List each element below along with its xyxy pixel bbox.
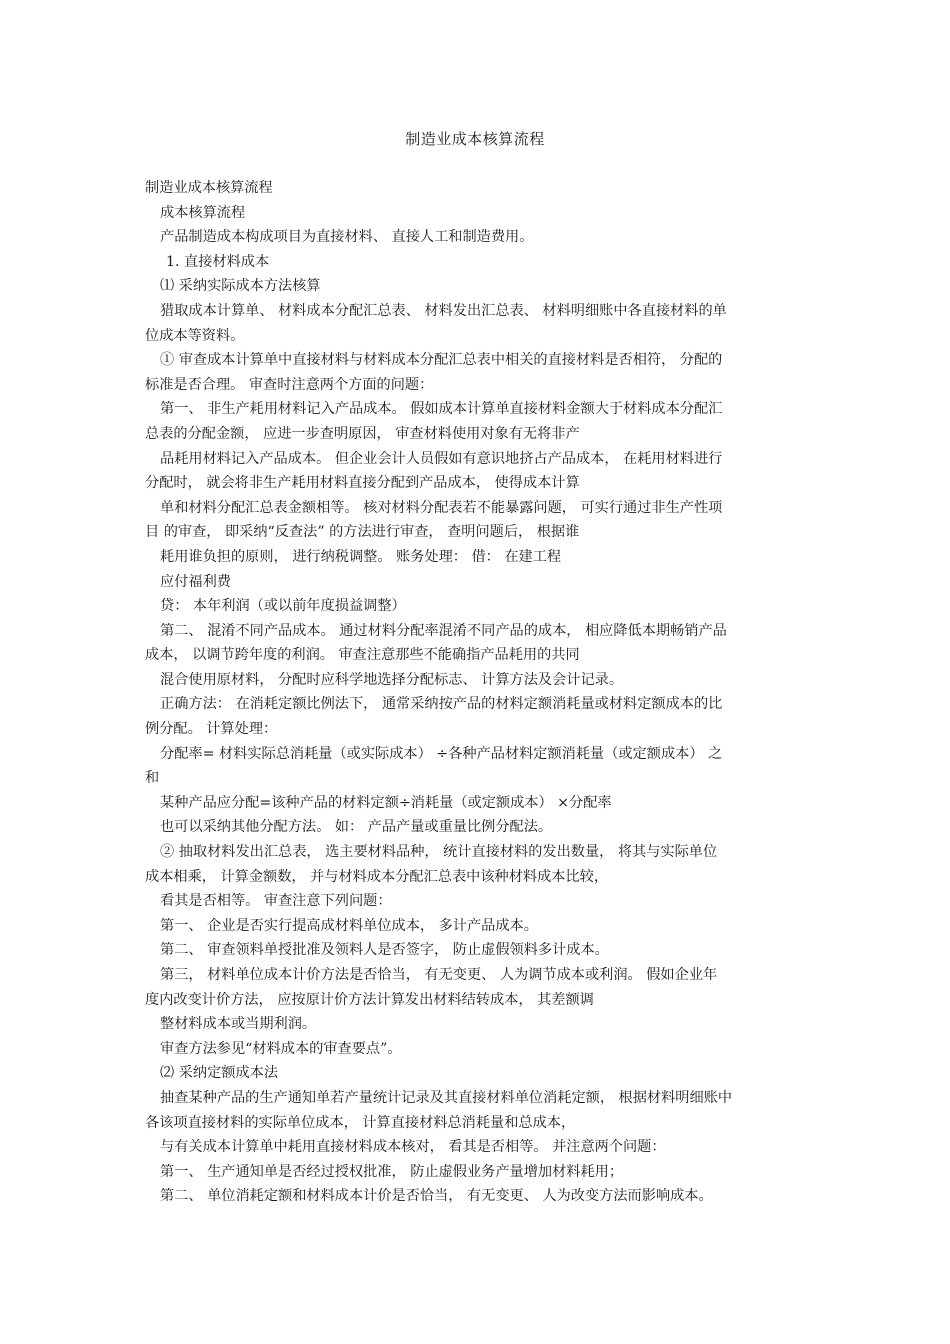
text-line: ⑴ 采纳实际成本方法核算 [160, 278, 321, 295]
document-body [145, 176, 813, 1209]
text-line: 第一、 非生产耗用材料记入产品成本。 假如成本计算单直接材料金额大于材料成本分配汇 [160, 401, 723, 418]
text-line: 度内改变计价方法， 应按原计价方法计算发出材料结转成本， 其差额调 [145, 991, 594, 1008]
text-line: ② 抽取材料发出汇总表， 选主要材料品种， 统计直接材料的发出数量， 将其与实际单位 [160, 844, 718, 861]
text-line: 标准是否合理。 审查时注意两个方面的问题： [145, 376, 434, 393]
text-line: ⑵ 采纳定额成本法 [160, 1065, 279, 1082]
text-line: 和 [145, 770, 160, 787]
text-line: 成本， 以调节跨年度的利润。 审查注意那些不能确指产品耗用的共同 [145, 647, 580, 664]
text-line: 第三， 材料单位成本计价方法是否恰当， 有无变更、 人为调节成本或利润。 假如企业年 [160, 967, 718, 983]
text-line: 与有关成本计算单中耗用直接材料成本核对， 看其是否相等。 并注意两个问题： [160, 1139, 666, 1156]
text-line: 抽查某种产品的生产通知单若产量统计记录及其直接材料单位消耗定额， 根据材料明细账中 [160, 1089, 733, 1106]
text-line: 单和材料分配汇总表金额相等。 核对材料分配表若不能暴露问题， 可实行通过非生产性项 [160, 499, 723, 516]
text-line: 正确方法： 在消耗定额比例法下， 通常采纳按产品的材料定额消耗量或材料定额成本的比 [160, 696, 723, 713]
text-line: 耗用谁负担的原则， 进行纳税调整。 账务处理： 借： 在建工程 [160, 548, 562, 565]
text-line: 混合使用原材料， 分配时应科学地选择分配标志、 计算方法及会计记录。 [160, 671, 624, 688]
text-line: 各该项直接材料的实际单位成本， 计算直接材料总消耗量和总成本， [145, 1114, 576, 1131]
text-line: 也可以采纳其他分配方法。 如： 产品产量或重量比例分配法。 [160, 819, 553, 836]
text-line: 分配率= 材料实际总消耗量（或实际成本） ÷各种产品材料定额消耗量（或定额成本） 之 [160, 745, 723, 762]
text-line: 目 的审查， 即采纳“反查法” 的方法进行审查， 查明问题后， 根据谁 [145, 524, 580, 541]
text-line: 制造业成本核算流程 [145, 180, 273, 196]
text-line: 成本核算流程 [160, 204, 246, 221]
text-line: 成本相乘， 计算金额数， 并与材料成本分配汇总表中该种材料成本比较， [145, 868, 609, 885]
text-line: 应付福利费 [160, 573, 231, 590]
text-line: 第二、 混淆不同产品成本。 通过材料分配率混淆不同产品的成本， 相应降低本期畅销产品 [160, 622, 727, 639]
text-line: 整材料成本或当期利润。 [160, 1016, 317, 1033]
text-line: 贷： 本年利润（或以前年度损益调整） [160, 598, 406, 615]
text-line: 第二、 单位消耗定额和材料成本计价是否恰当， 有无变更、 人为改变方法而影响成本。 [160, 1188, 713, 1205]
text-line: 1. 直接材料成本 [166, 253, 270, 270]
text-line: 分配时， 就会将非生产耗用材料直接分配到产品成本， 使得成本计算 [145, 475, 580, 492]
text-line: 第一、 企业是否实行提高成材料单位成本， 多计产品成本。 [160, 917, 538, 934]
text-line: 产品制造成本构成项目为直接材料、 直接人工和制造费用。 [160, 229, 534, 246]
text-line: 例分配。 计算处理： [145, 721, 278, 738]
text-line: 位成本等资料。 [145, 327, 245, 344]
text-line: 总表的分配金额， 应进一步查明原因， 审查材料使用对象有无将非产 [145, 425, 580, 442]
text-line: 猎取成本计算单、 材料成本分配汇总表、 材料发出汇总表、 材料明细账中各直接材料的单 [160, 302, 727, 319]
text-line: 审查方法参见“材料成本的审查要点”。 [160, 1040, 402, 1057]
text-line: ① 审查成本计算单中直接材料与材料成本分配汇总表中相关的直接材料是否相符， 分配的 [160, 352, 723, 369]
document-title: 制造业成本核算流程 [405, 130, 545, 148]
text-line: 品耗用材料记入产品成本。 但企业会计人员假如有意识地挤占产品成本， 在耗用材料进行 [160, 450, 723, 467]
text-line: 看其是否相等。 审查注意下列问题： [160, 893, 392, 910]
text-line: 第一、 生产通知单是否经过授权批准， 防止虚假业务产量增加材料耗用； [160, 1163, 624, 1180]
text-line: 第二、 审查领料单授批准及领料人是否签字， 防止虚假领料多计成本。 [160, 942, 609, 959]
text-line: 某种产品应分配=该种产品的材料定额÷消耗量（或定额成本） ×分配率 [160, 794, 612, 811]
